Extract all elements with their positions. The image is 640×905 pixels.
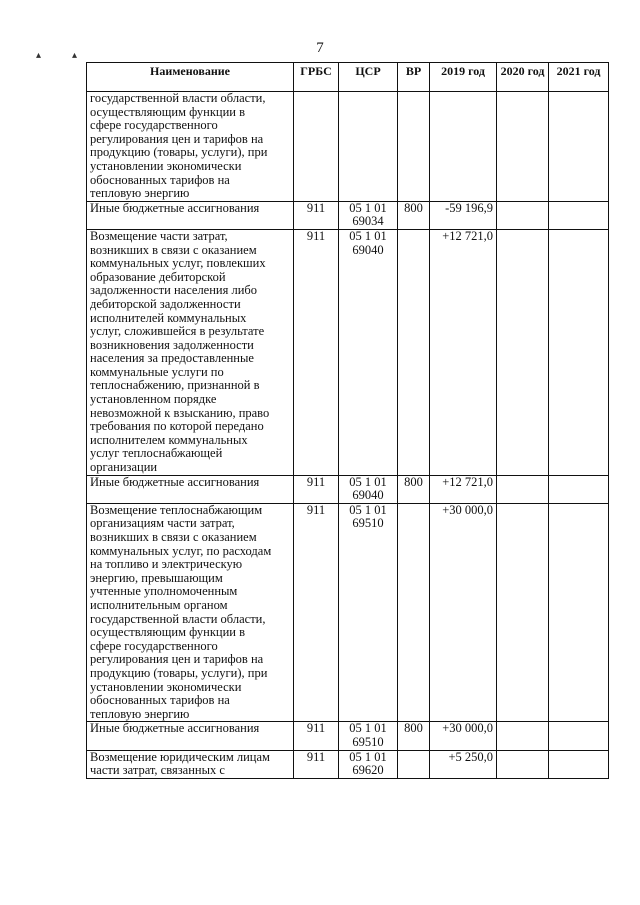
cell-2019: +12 721,0	[430, 475, 497, 503]
name-line: исполнителем коммунальных	[90, 432, 248, 447]
cell-name	[87, 722, 294, 750]
name-line: Возмещение части затрат,	[90, 228, 228, 243]
name-line: продукцию (товары, услуги), при	[90, 665, 268, 680]
table-row	[87, 750, 609, 778]
cell-grbs: 911	[294, 201, 339, 229]
csr-line: 05 1 01	[349, 502, 387, 517]
cell-name	[87, 229, 294, 475]
name-line: Иные бюджетные ассигнования	[90, 200, 260, 215]
cell-vr	[398, 92, 430, 202]
header-grbs: ГРБС	[294, 63, 339, 92]
name-line: возникших в связи с оказанием	[90, 242, 257, 257]
name-line: Иные бюджетные ассигнования	[90, 474, 260, 489]
scan-mark: ▴	[72, 50, 78, 61]
csr-line: 05 1 01	[349, 200, 387, 215]
cell-vr	[398, 229, 430, 475]
name-line: образование дебиторской	[90, 269, 226, 284]
cell-2019: +5 250,0	[430, 750, 497, 778]
name-line: на топливо и электрическую	[90, 557, 243, 572]
cell-2021	[549, 503, 609, 722]
cell-2020	[497, 503, 549, 722]
table-row	[87, 92, 609, 202]
cell-grbs: 911	[294, 475, 339, 503]
name-line: тепловую энергию	[90, 706, 190, 721]
csr-line: 05 1 01	[349, 474, 387, 489]
cell-vr	[398, 503, 430, 722]
cell-2019: -59 196,9	[430, 201, 497, 229]
table-row	[87, 503, 609, 722]
cell-vr: 800	[398, 201, 430, 229]
cell-grbs: 911	[294, 722, 339, 750]
cell-csr	[339, 201, 398, 229]
name-line: установлении экономически	[90, 679, 242, 694]
name-line: сфере государственного	[90, 638, 218, 653]
name-line: части затрат, связанных с	[90, 763, 225, 778]
name-line: исполнителей коммунальных	[90, 310, 247, 325]
cell-name	[87, 475, 294, 503]
cell-2021	[549, 475, 609, 503]
name-line: исполнительным органом	[90, 597, 228, 612]
csr-line: 05 1 01	[349, 749, 387, 764]
name-line: осуществляющим функции в	[90, 104, 245, 119]
name-line: установленном порядке	[90, 392, 217, 407]
table-header-row	[87, 63, 609, 92]
cell-csr	[339, 750, 398, 778]
name-line: услуг теплоснабжающей	[90, 446, 223, 461]
name-line: услуг, сложившейся в результате	[90, 324, 265, 339]
name-line: коммунальных услуг, повлекших	[90, 256, 266, 271]
cell-2020	[497, 229, 549, 475]
cell-grbs: 911	[294, 503, 339, 722]
name-line: продукцию (товары, услуги), при	[90, 145, 268, 160]
cell-2020	[497, 750, 549, 778]
name-line: возникновения задолженности	[90, 337, 254, 352]
header-2021: 2021 год	[549, 63, 609, 92]
cell-2021	[549, 750, 609, 778]
cell-name	[87, 503, 294, 722]
name-line: государственной власти области,	[90, 91, 266, 105]
table-body	[87, 92, 609, 779]
name-line: организациям части затрат,	[90, 516, 235, 531]
cell-grbs: 911	[294, 750, 339, 778]
name-line: организации	[90, 460, 158, 475]
page-number: 7	[316, 40, 324, 56]
name-line: государственной власти области,	[90, 611, 266, 626]
header-2019: 2019 год	[430, 63, 497, 92]
name-line: осуществляющим функции в	[90, 625, 245, 640]
cell-vr: 800	[398, 475, 430, 503]
name-line: учтенные уполномоченным	[90, 584, 238, 599]
name-line: сфере государственного	[90, 118, 218, 133]
name-line: дебиторской задолженности	[90, 296, 241, 311]
cell-2021	[549, 201, 609, 229]
cell-2019: +30 000,0	[430, 722, 497, 750]
name-line: Иные бюджетные ассигнования	[90, 721, 260, 736]
name-line: Возмещение теплоснабжающим	[90, 502, 263, 517]
cell-2020	[497, 722, 549, 750]
cell-csr	[339, 92, 398, 202]
cell-name	[87, 750, 294, 778]
cell-2019	[430, 92, 497, 202]
header-csr: ЦСР	[339, 63, 398, 92]
cell-2021	[549, 229, 609, 475]
cell-name	[87, 92, 294, 202]
cell-2019: +12 721,0	[430, 229, 497, 475]
name-line: Возмещение юридическим лицам	[90, 749, 270, 764]
name-line: требования по которой передано	[90, 419, 264, 434]
name-line: установлении экономически	[90, 158, 242, 173]
name-line: регулирования цен и тарифов на	[90, 131, 264, 146]
cell-csr	[339, 722, 398, 750]
name-line: коммунальных услуг, по расходам	[90, 543, 272, 558]
name-line: обоснованных тарифов на	[90, 172, 230, 187]
name-line: теплоснабжению, признанной в	[90, 378, 260, 393]
budget-table	[86, 62, 609, 779]
cell-2020	[497, 92, 549, 202]
header-name: Наименование	[87, 63, 294, 92]
cell-2020	[497, 201, 549, 229]
table-row	[87, 722, 609, 750]
csr-line: 69510	[352, 516, 384, 531]
table-row	[87, 201, 609, 229]
table-row	[87, 475, 609, 503]
name-line: регулирования цен и тарифов на	[90, 652, 264, 667]
cell-2019: +30 000,0	[430, 503, 497, 722]
name-line: населения за предоставленные	[90, 351, 254, 366]
csr-line: 69620	[352, 763, 384, 778]
cell-vr	[398, 750, 430, 778]
header-vr: ВР	[398, 63, 430, 92]
csr-line: 05 1 01	[349, 228, 387, 243]
name-line: коммунальные услуги по	[90, 364, 224, 379]
name-line: обоснованных тарифов на	[90, 693, 230, 708]
csr-line: 05 1 01	[349, 721, 387, 736]
cell-grbs: 911	[294, 229, 339, 475]
cell-2021	[549, 722, 609, 750]
cell-csr	[339, 229, 398, 475]
header-2020: 2020 год	[497, 63, 549, 92]
cell-name	[87, 201, 294, 229]
csr-line: 69510	[352, 734, 384, 749]
name-line: невозможной к взысканию, право	[90, 405, 270, 420]
cell-vr: 800	[398, 722, 430, 750]
name-line: тепловую энергию	[90, 186, 190, 201]
name-line: возникших в связи с оказанием	[90, 530, 257, 544]
cell-grbs	[294, 92, 339, 202]
cell-2020	[497, 475, 549, 503]
cell-csr	[339, 503, 398, 722]
table-row	[87, 229, 609, 475]
name-line: энергию, превышающим	[90, 570, 223, 585]
name-line: задолженности населения либо	[90, 283, 258, 298]
csr-line: 69034	[352, 214, 384, 229]
cell-2021	[549, 92, 609, 202]
cell-csr	[339, 475, 398, 503]
scan-mark: ▴	[36, 50, 42, 61]
csr-line: 69040	[352, 242, 384, 257]
csr-line: 69040	[352, 488, 384, 503]
